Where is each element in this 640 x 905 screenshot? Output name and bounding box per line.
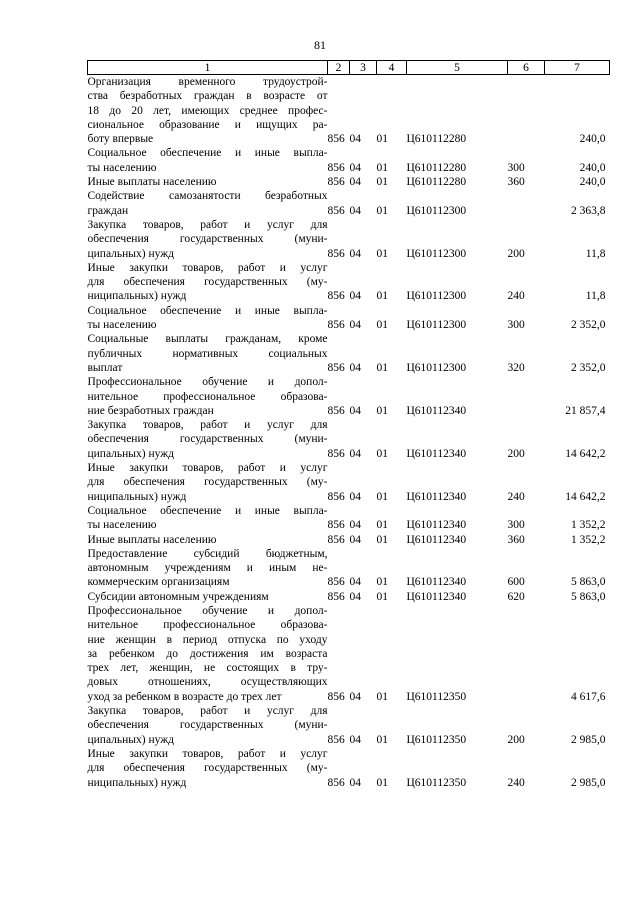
cell-amount: 14 642,2 <box>565 490 606 503</box>
cell-expense-type: 200 <box>507 447 525 460</box>
cell-expense-type: 300 <box>507 319 525 332</box>
cell-expense-type: 600 <box>507 576 525 589</box>
budget-table <box>87 60 610 790</box>
description-line: ты населению <box>87 519 157 532</box>
cell-ministry-code: 856 <box>327 490 345 503</box>
row-description <box>88 75 328 147</box>
cell-target-article: Ц610112300 <box>406 319 467 332</box>
cell-amount: 2 352,0 <box>571 361 606 374</box>
table-row <box>88 218 610 261</box>
cell-target-article: Ц610112350 <box>406 776 467 789</box>
table-row <box>88 504 610 533</box>
cell-amount: 5 863,0 <box>571 590 606 603</box>
cell-target-article: Ц610112340 <box>406 576 467 589</box>
description-line: ты населению <box>87 161 157 174</box>
cell-ministry-code: 856 <box>327 247 345 260</box>
row-description <box>88 747 328 790</box>
description-line: ние женщин в период отпуска по уходу <box>87 633 328 646</box>
column-header: 5 <box>407 61 508 75</box>
description-line: ства безработных граждан в возрасте от <box>87 90 328 103</box>
row-description <box>88 604 328 704</box>
description-line: для обеспечения государственных (му- <box>87 762 328 775</box>
cell-subsection-code: 01 <box>376 404 388 417</box>
table-row <box>88 461 610 504</box>
description-line: Иные выплаты населению <box>87 533 217 546</box>
table-row <box>88 189 610 218</box>
description-line: Предоставление субсидий бюджетным, <box>87 547 328 560</box>
column-header: 3 <box>350 61 377 75</box>
row-description <box>88 189 328 218</box>
cell-ministry-code: 856 <box>327 690 345 703</box>
cell-expense-type <box>508 189 545 218</box>
cell-subsection-code: 01 <box>376 733 388 746</box>
description-line: автономным учреждениям и иным не- <box>87 562 328 575</box>
column-header: 2 <box>328 61 350 75</box>
cell-expense-type <box>508 604 545 704</box>
cell-section-code: 04 <box>349 319 361 332</box>
row-description <box>88 418 328 461</box>
description-line: для обеспечения государственных (му- <box>87 476 328 489</box>
cell-subsection-code: 01 <box>376 290 388 303</box>
row-description <box>88 175 328 189</box>
cell-subsection-code: 01 <box>376 161 388 174</box>
row-description <box>88 547 328 590</box>
description-line: довых отношениях, осуществляющих <box>87 676 328 689</box>
table-row <box>88 175 610 189</box>
cell-target-article: Ц610112300 <box>406 290 467 303</box>
row-description <box>88 375 328 418</box>
cell-ministry-code: 856 <box>327 319 345 332</box>
description-line: Социальные выплаты гражданам, кроме <box>87 333 328 346</box>
row-description <box>88 704 328 747</box>
cell-target-article: Ц610112340 <box>406 533 467 546</box>
description-line: ципальных) нужд <box>87 247 175 260</box>
table-body <box>88 75 610 790</box>
cell-expense-type: 360 <box>507 533 525 546</box>
cell-section-code: 04 <box>349 161 361 174</box>
row-description <box>88 261 328 304</box>
cell-expense-type: 360 <box>507 176 525 189</box>
cell-expense-type: 200 <box>507 247 525 260</box>
description-line: Иные выплаты населению <box>87 176 217 189</box>
cell-target-article: Ц610112340 <box>406 447 467 460</box>
cell-subsection-code: 01 <box>376 690 388 703</box>
table-row <box>88 604 610 704</box>
description-line: ципальных) нужд <box>87 733 175 746</box>
description-line: нительное профессиональное образова- <box>87 390 328 403</box>
cell-ministry-code: 856 <box>327 519 345 532</box>
description-line: 18 до 20 лет, имеющих среднее профес- <box>87 104 328 117</box>
description-line: выплат <box>87 361 123 374</box>
cell-subsection-code: 01 <box>376 490 388 503</box>
cell-target-article: Ц610112280 <box>406 176 467 189</box>
cell-amount: 240,0 <box>579 176 606 189</box>
description-line: уход за ребенком в возрасте до трех лет <box>87 690 282 703</box>
cell-amount: 21 857,4 <box>565 404 606 417</box>
description-line: обеспечения государственных (муни- <box>87 719 328 732</box>
description-line: публичных нормативных социальных <box>87 347 328 360</box>
description-line: граждан <box>87 204 129 217</box>
description-line: Социальное обеспечение и иные выпла- <box>87 147 328 160</box>
cell-amount: 14 642,2 <box>565 447 606 460</box>
row-description <box>88 332 328 375</box>
cell-amount: 11,8 <box>585 290 606 303</box>
cell-ministry-code: 856 <box>327 533 345 546</box>
cell-target-article: Ц610112300 <box>406 361 467 374</box>
description-line: Иные закупки товаров, работ и услуг <box>87 261 328 274</box>
cell-section-code: 04 <box>349 533 361 546</box>
description-line: Содействие самозанятости безработных <box>87 190 328 203</box>
table-row <box>88 547 610 590</box>
cell-expense-type <box>508 75 545 147</box>
cell-amount: 1 352,2 <box>571 533 606 546</box>
description-line: обеспечения государственных (муни- <box>87 433 328 446</box>
cell-subsection-code: 01 <box>376 519 388 532</box>
cell-section-code: 04 <box>349 733 361 746</box>
cell-ministry-code: 856 <box>327 290 345 303</box>
cell-target-article: Ц610112300 <box>406 204 467 217</box>
cell-subsection-code: 01 <box>376 590 388 603</box>
cell-expense-type: 300 <box>507 161 525 174</box>
cell-ministry-code: 856 <box>327 733 345 746</box>
description-line: Закупка товаров, работ и услуг для <box>87 705 328 718</box>
cell-section-code: 04 <box>349 133 361 146</box>
cell-subsection-code: 01 <box>376 204 388 217</box>
cell-subsection-code: 01 <box>376 447 388 460</box>
description-line: Иные закупки товаров, работ и услуг <box>87 462 328 475</box>
description-line: за ребенком до достижения им возраста <box>87 647 328 660</box>
cell-expense-type: 300 <box>507 519 525 532</box>
cell-section-code: 04 <box>349 247 361 260</box>
row-description <box>88 590 328 604</box>
cell-section-code: 04 <box>349 690 361 703</box>
description-line: сиональное образование и ищущих ра- <box>87 118 328 131</box>
description-line: ниципальных) нужд <box>87 490 187 503</box>
cell-section-code: 04 <box>349 519 361 532</box>
description-line: ние безработных граждан <box>87 404 214 417</box>
table-row <box>88 75 610 147</box>
description-line: ты населению <box>87 319 157 332</box>
cell-subsection-code: 01 <box>376 247 388 260</box>
cell-target-article: Ц610112340 <box>406 519 467 532</box>
cell-amount: 2 352,0 <box>571 319 606 332</box>
cell-ministry-code: 856 <box>327 361 345 374</box>
cell-expense-type: 240 <box>507 290 525 303</box>
cell-amount: 11,8 <box>585 247 606 260</box>
cell-amount: 1 352,2 <box>571 519 606 532</box>
cell-section-code: 04 <box>349 776 361 789</box>
cell-expense-type: 240 <box>507 776 525 789</box>
column-header: 1 <box>88 61 328 75</box>
cell-section-code: 04 <box>349 447 361 460</box>
row-description <box>88 461 328 504</box>
cell-expense-type: 200 <box>507 733 525 746</box>
cell-ministry-code: 856 <box>327 447 345 460</box>
cell-section-code: 04 <box>349 176 361 189</box>
column-header: 4 <box>377 61 407 75</box>
cell-target-article: Ц610112280 <box>406 133 467 146</box>
cell-subsection-code: 01 <box>376 361 388 374</box>
table-header-row <box>88 61 610 75</box>
cell-target-article: Ц610112340 <box>406 590 467 603</box>
cell-section-code: 04 <box>349 204 361 217</box>
description-line: ципальных) нужд <box>87 447 175 460</box>
cell-amount: 240,0 <box>579 161 606 174</box>
cell-ministry-code: 856 <box>327 576 345 589</box>
description-line: ниципальных) нужд <box>87 776 187 789</box>
table-row <box>88 747 610 790</box>
cell-ministry-code: 856 <box>327 133 345 146</box>
cell-amount: 240,0 <box>579 133 606 146</box>
cell-subsection-code: 01 <box>376 776 388 789</box>
cell-subsection-code: 01 <box>376 533 388 546</box>
table-row <box>88 590 610 604</box>
description-line: Закупка товаров, работ и услуг для <box>87 218 328 231</box>
row-description <box>88 504 328 533</box>
cell-ministry-code: 856 <box>327 590 345 603</box>
description-line: Организация временного трудоустрой- <box>87 76 328 88</box>
cell-expense-type: 620 <box>507 590 525 603</box>
description-line: обеспечения государственных (муни- <box>87 233 328 246</box>
table-row <box>88 304 610 333</box>
description-line: ниципальных) нужд <box>87 290 187 303</box>
cell-section-code: 04 <box>349 576 361 589</box>
cell-ministry-code: 856 <box>327 161 345 174</box>
description-line: Социальное обеспечение и иные выпла- <box>87 304 328 317</box>
cell-subsection-code: 01 <box>376 133 388 146</box>
row-description <box>88 533 328 547</box>
cell-ministry-code: 856 <box>327 204 345 217</box>
cell-ministry-code: 856 <box>327 176 345 189</box>
cell-target-article: Ц610112350 <box>406 733 467 746</box>
description-line: боту впервые <box>87 133 154 146</box>
cell-amount: 5 863,0 <box>571 576 606 589</box>
cell-expense-type: 240 <box>507 490 525 503</box>
table-row <box>88 146 610 175</box>
cell-section-code: 04 <box>349 404 361 417</box>
table-row <box>88 704 610 747</box>
cell-section-code: 04 <box>349 590 361 603</box>
cell-target-article: Ц610112350 <box>406 690 467 703</box>
cell-section-code: 04 <box>349 290 361 303</box>
cell-expense-type: 320 <box>507 361 525 374</box>
cell-subsection-code: 01 <box>376 176 388 189</box>
description-line: Профессиональное обучение и допол- <box>87 376 328 389</box>
cell-target-article: Ц610112340 <box>406 404 467 417</box>
cell-amount: 4 617,6 <box>571 690 606 703</box>
cell-subsection-code: 01 <box>376 319 388 332</box>
cell-ministry-code: 856 <box>327 776 345 789</box>
table-row <box>88 375 610 418</box>
cell-target-article: Ц610112280 <box>406 161 467 174</box>
description-line: Закупка товаров, работ и услуг для <box>87 419 328 432</box>
description-line: для обеспечения государственных (му- <box>87 276 328 289</box>
cell-section-code: 04 <box>349 361 361 374</box>
description-line: Иные закупки товаров, работ и услуг <box>87 747 328 760</box>
description-line: трех лет, женщин, не состоящих в тру- <box>87 662 328 675</box>
cell-section-code: 04 <box>349 490 361 503</box>
cell-target-article: Ц610112300 <box>406 247 467 260</box>
table-row <box>88 261 610 304</box>
page-number: 81 <box>314 38 326 52</box>
cell-amount: 2 363,8 <box>571 204 606 217</box>
table-row <box>88 332 610 375</box>
row-description <box>88 146 328 175</box>
description-line: Профессиональное обучение и допол- <box>87 604 328 617</box>
description-line: Социальное обеспечение и иные выпла- <box>87 504 328 517</box>
description-line: нительное профессиональное образова- <box>87 619 328 632</box>
table-row <box>88 533 610 547</box>
table-row <box>88 418 610 461</box>
cell-target-article: Ц610112340 <box>406 490 467 503</box>
description-line: коммерческим организациям <box>87 576 230 589</box>
description-line: Субсидии автономным учреждениям <box>87 590 269 603</box>
row-description <box>88 218 328 261</box>
column-header: 6 <box>508 61 545 75</box>
cell-subsection-code: 01 <box>376 576 388 589</box>
cell-expense-type <box>508 375 545 418</box>
row-description <box>88 304 328 333</box>
column-header: 7 <box>545 61 610 75</box>
cell-ministry-code: 856 <box>327 404 345 417</box>
cell-amount: 2 985,0 <box>571 776 606 789</box>
cell-amount: 2 985,0 <box>571 733 606 746</box>
